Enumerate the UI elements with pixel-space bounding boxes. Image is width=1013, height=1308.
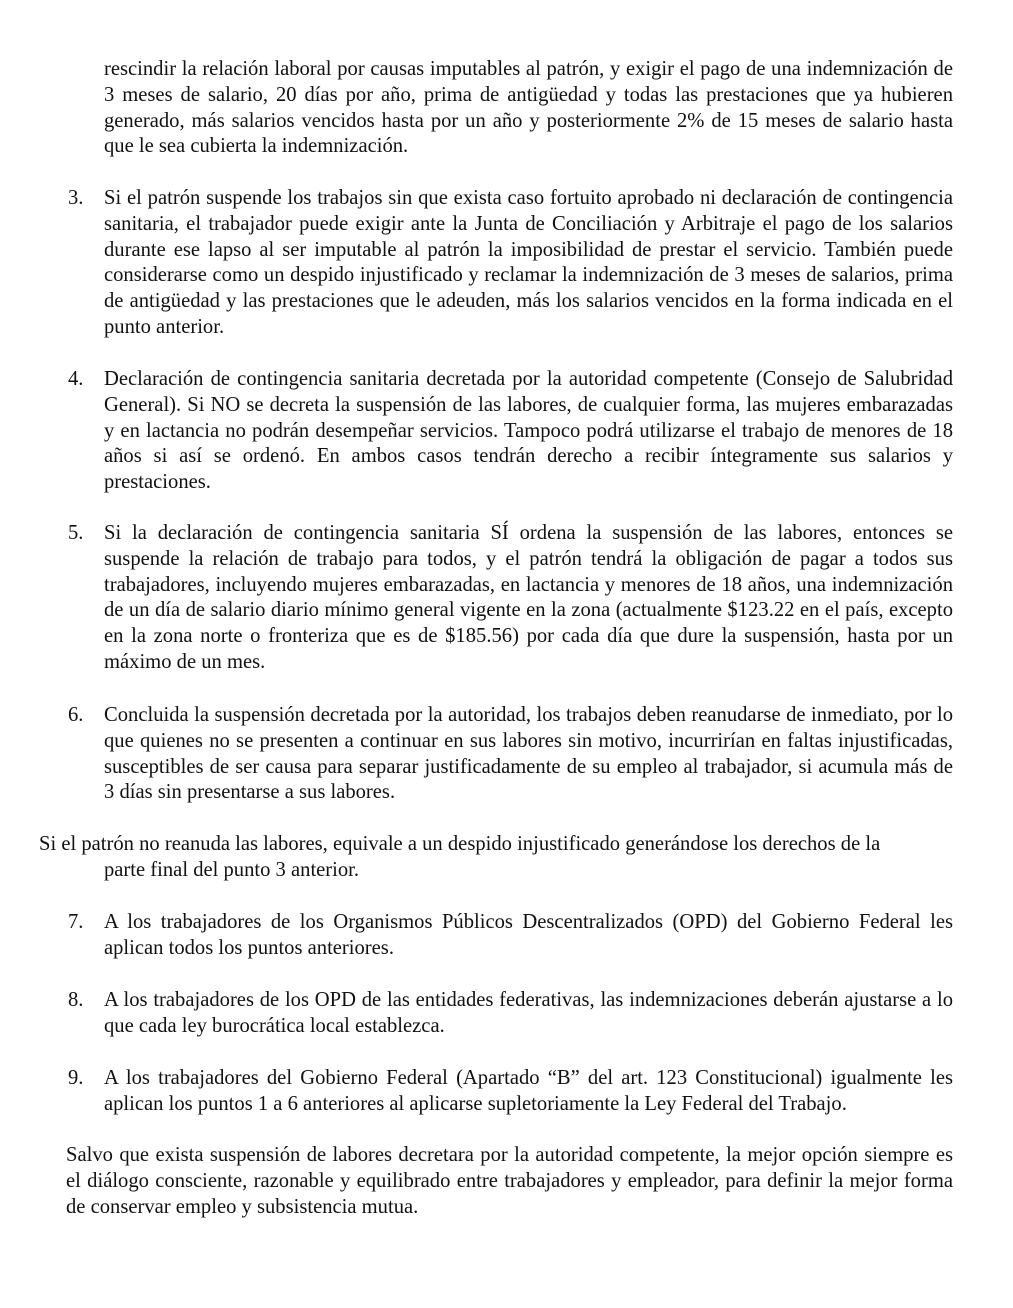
list-item-text: A los trabajadores del Gobierno Federal (Apartado “B” del art. 123 Constitucional) igualmente les aplican los puntos 1 a 6 anteriores al aplicarse supletoriamente la Ley Federal del Trabajo.	[104, 1067, 953, 1115]
list-item-text: A los trabajadores de los Organismos Públicos Descentralizados (OPD) del Gobierno Federal les aplican todos los puntos anteriores.	[104, 911, 953, 959]
list-number: 4.	[68, 368, 84, 390]
list-number: 9.	[68, 1067, 84, 1089]
list-number: 7.	[68, 911, 84, 933]
note-paragraph	[39, 832, 953, 884]
list-number: 5.	[68, 522, 84, 544]
list-item-text: Concluida la suspensión decretada por la autoridad, los trabajos deben reanudarse de inmediato, por lo que quienes no se presenten a continuar en sus labores sin motivo, incurrirían en faltas injustificadas, susceptibles de ser causa para separar justificadamente de su empleo al trabajador, si acumula más de 3 días sin presentarse a sus labores.	[104, 704, 953, 804]
closing-paragraph: Salvo que exista suspensión de labores decretara por la autoridad competente, la mejor opción siempre es el diálogo consciente, razonable y equilibrado entre trabajadores y empleador, para definir la mejor forma de conservar empleo y subsistencia mutua.	[66, 1144, 953, 1218]
list-item-text: Declaración de contingencia sanitaria decretada por la autoridad competente (Consejo de Salubridad General). Si NO se decreta la suspensión de las labores, de cualquier forma, las mujeres embarazadas y en lactancia no podrán desempeñar servicios. Tampoco podrá utilizarse el trabajo de menores de 18 años si así se ordenó. En ambos casos tendrán derecho a recibir íntegramente sus salarios y prestaciones.	[104, 368, 953, 494]
list-number: 6.	[68, 704, 84, 726]
continuation-paragraph: rescindir la relación laboral por causas imputables al patrón, y exigir el pago de una indemnización de 3 meses de salario, 20 días por año, prima de antigüedad y todas las prestaciones que ya hubieren generado, más salarios vencidos hasta por un año y posteriormente 2% de 15 meses de salario hasta que le sea cubierta la indemnización.	[104, 58, 953, 158]
list-item-text: A los trabajadores de los OPD de las entidades federativas, las indemnizaciones deberán ajustarse a lo que cada ley burocrática local establezca.	[104, 989, 953, 1037]
list-item-text: Si el patrón suspende los trabajos sin que exista caso fortuito aprobado ni declaración de contingencia sanitaria, el trabajador puede exigir ante la Junta de Conciliación y Arbitraje el pago de los salarios durante ese lapso al ser imputable al patrón la imposibilidad de prestar el servicio. También puede considerarse como un despido injustificado y reclamar la indemnización de 3 meses de salarios, prima de antigüedad y las prestaciones que le adeuden, más los salarios vencidos en la forma indicada en el punto anterior.	[104, 187, 953, 338]
list-item-text: Si la declaración de contingencia sanitaria SÍ ordena la suspensión de las labores, entonces se suspende la relación de trabajo para todos, y el patrón tendrá la obligación de pagar a todos sus trabajadores, incluyendo mujeres embarazadas, en lactancia y menores de 18 años, una indemnización de un día de salario diario mínimo general vigente en la zona (actualmente $123.22 en el país, excepto en la zona norte o fronteriza que es de $185.56) por cada día que dure la suspensión, hasta por un máximo de un mes.	[104, 522, 953, 673]
list-number: 8.	[68, 989, 84, 1011]
list-number: 3.	[68, 187, 84, 209]
note-line-2: parte final del punto 3 anterior.	[104, 858, 360, 881]
note-line-1: Si el patrón no reanuda las labores, equivale a un despido injustificado generándose los derechos de la	[39, 833, 881, 855]
